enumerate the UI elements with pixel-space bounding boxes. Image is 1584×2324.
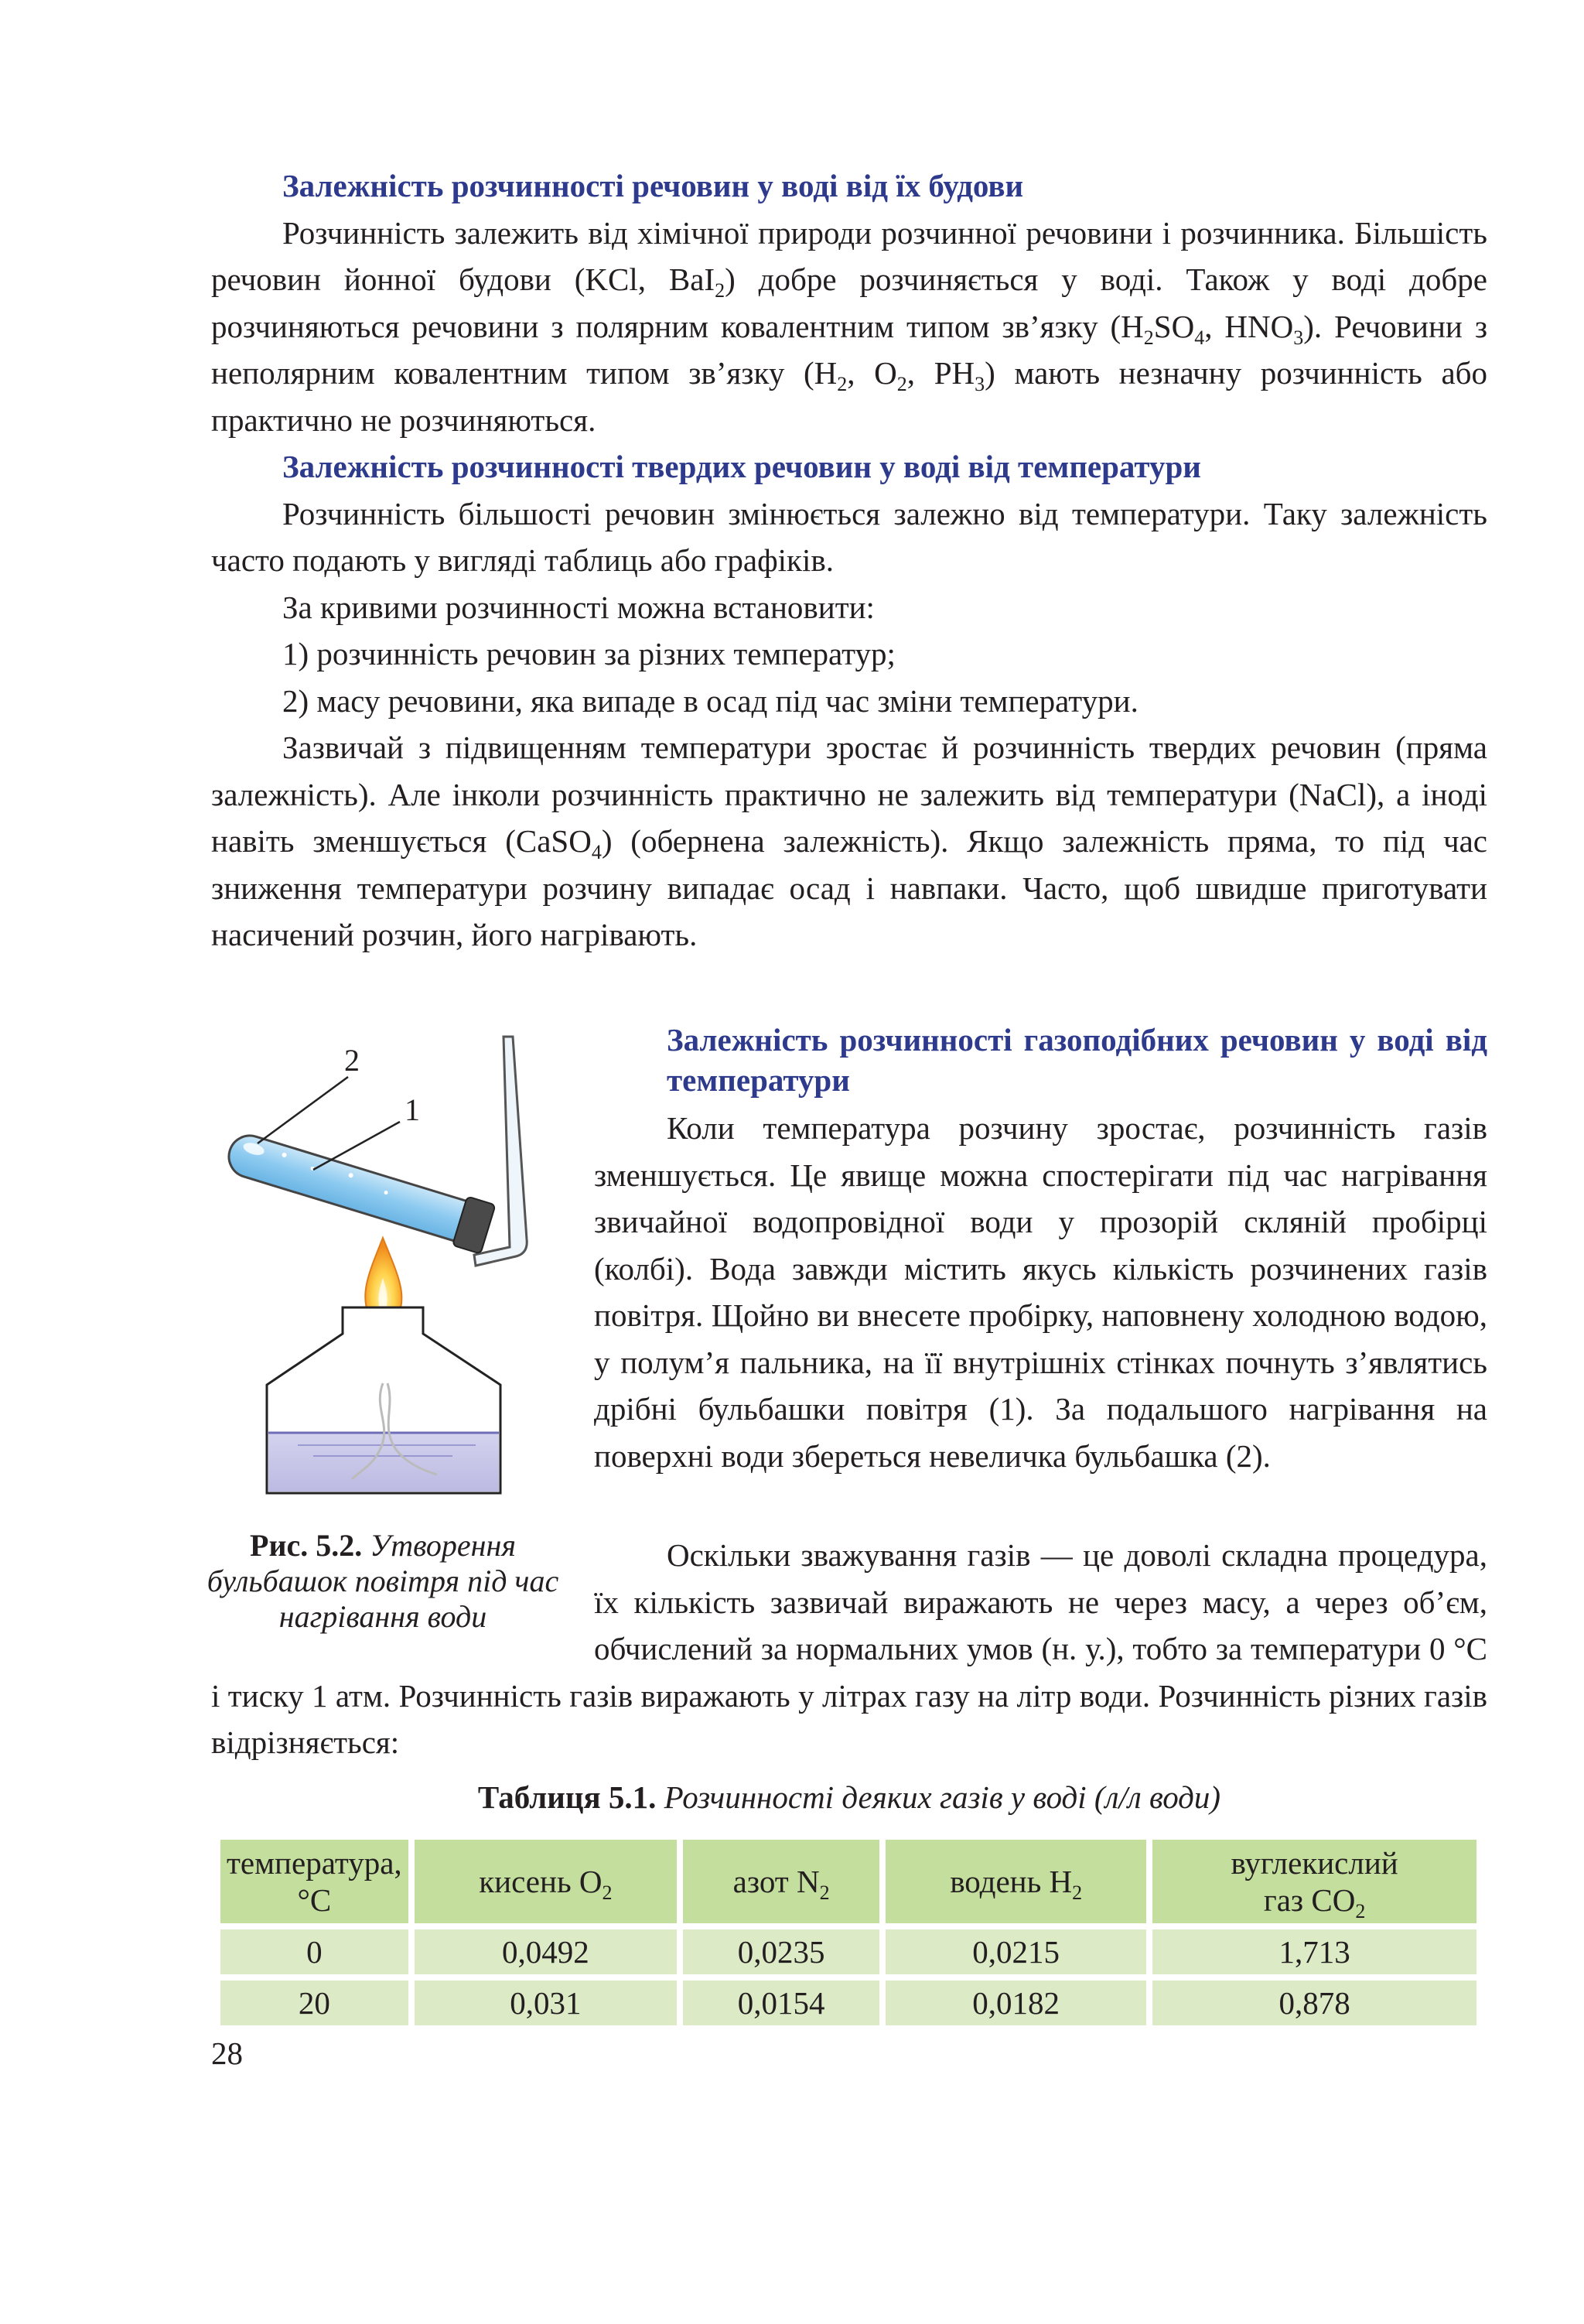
table-cell: 0,0182: [886, 1981, 1146, 2025]
table-cell: 20: [220, 1981, 408, 2025]
table-row: [220, 1981, 1476, 2025]
list-item: 2) масу речовини, яка випаде в осад під час зміни температури.: [282, 682, 1138, 719]
header-hydrogen: водень $H_2$: [886, 1840, 1146, 1923]
table-row: [220, 1929, 1476, 1974]
header-temperature: температура, °С: [220, 1840, 408, 1923]
section-heading-solids: Залежність розчинності твердих речовин у воді від температури: [282, 449, 1201, 484]
paragraph-solids-intro: Розчинність більшості речовин змінюється залежно від температури. Таку залежність часто подають у вигляді таблиць або графіків.: [211, 495, 1487, 578]
section-heading-structure: Залежність розчинності речовин у воді від їх будови: [282, 168, 1024, 203]
list-item: 1) розчинність речовин за різних температур;: [282, 636, 896, 672]
table-cell: 0,878: [1152, 1981, 1476, 2025]
section-heading-gases: Залежність розчинності газоподібних речовин у воді від температури: [667, 1022, 1487, 1098]
table-cell: 0: [220, 1929, 408, 1974]
figure-test-tube-burner: [197, 1006, 568, 1516]
table-cell: 0,031: [415, 1981, 677, 2025]
table-title: Таблиця 5.1. Розчинності деяких газів у воді (л/л води): [477, 1779, 1221, 1815]
table-cell: 0,0154: [683, 1981, 879, 2025]
right-column-text: [594, 1020, 1487, 1479]
table-cell: 0,0215: [886, 1929, 1146, 1974]
page-number: 28: [211, 2035, 243, 2071]
paragraph-gas-volume: Оскільки зважування газів — це доволі складна процедура, їх кількість зазвичай виражають не через масу, а через об’єм, обчислений за нормальних умов (н. у.), тобто за температури 0 °С і тиску 1 атм. Розчинність газів виражають у літрах газу на літр води. Розчинність різних газів відрізняється:: [211, 1537, 1487, 1760]
table-cell: 1,713: [1152, 1929, 1476, 1974]
header-co2: вуглекислий газ $CO_2$: [1152, 1840, 1476, 1923]
header-oxygen: кисень $O_2$: [415, 1840, 677, 1923]
paragraph-gases: Коли температура розчину зростає, розчинність газів зменшується. Це явище можна спостерігати під час нагрівання звичайної водопровідної води у прозорій скляній пробірці (колбі). Вода завжди містить якусь кількість розчинених газів повітря. Щойно ви внесете пробірку, наповнену холодною водою, у полум’я пальника, на її внутрішніх стінках почнуть з’являтись дрібні бульбашки повітря (1). За подальшого нагрівання на поверхні води збереться невеличка бульбашка (2).: [594, 1110, 1487, 1474]
table-cell: 0,0235: [683, 1929, 879, 1974]
header-nitrogen: азот $N_2$: [683, 1840, 879, 1923]
upper-text-block: [211, 162, 1487, 959]
label-1: 1: [405, 1092, 420, 1127]
paragraph-structure: Розчинність залежить від хімічної природи розчинної речовини і розчинника. Більшість речовин йонної будови (KCl, BaI$_2$) добре розчиняється у воді. Також у воді добре розчиняються речовини з полярним ковалентним типом зв’язку ($H_2SO_4$, $HNO_3$). Речовини з неполярним ковалентним типом зв’язку ($H_2$, $O_2$, $PH_3$) мають незначну розчинність або практично не розчиняються.: [211, 214, 1488, 438]
figure-caption: Рис. 5.2. Утворення бульбашок повітря під час нагрівання води: [207, 1528, 559, 1634]
leader-line-1: [313, 1122, 400, 1170]
paragraph-curves: За кривими розчинності можна встановити:: [282, 589, 875, 625]
table-header-row: [220, 1840, 1476, 1923]
leader-line-2: [258, 1077, 348, 1143]
lower-text-block: [211, 1532, 1487, 1766]
label-2: 2: [344, 1043, 360, 1078]
gas-solubility-table: [214, 1834, 1483, 2032]
table-cell: 0,0492: [415, 1929, 677, 1974]
paragraph-solids-dependency: Зазвичай з підвищенням температури зростає й розчинність твердих речовин (пряма залежність). Але інколи розчинність практично не залежить від температури (NaCl), а іноді навіть зменшується (CaSO$_4$) (обернена залежність). Якщо залежність пряма, то під час зниження температури розчину випадає осад і навпаки. Часто, щоб швидше приготувати насичений розчин, його нагрівають.: [211, 730, 1487, 952]
